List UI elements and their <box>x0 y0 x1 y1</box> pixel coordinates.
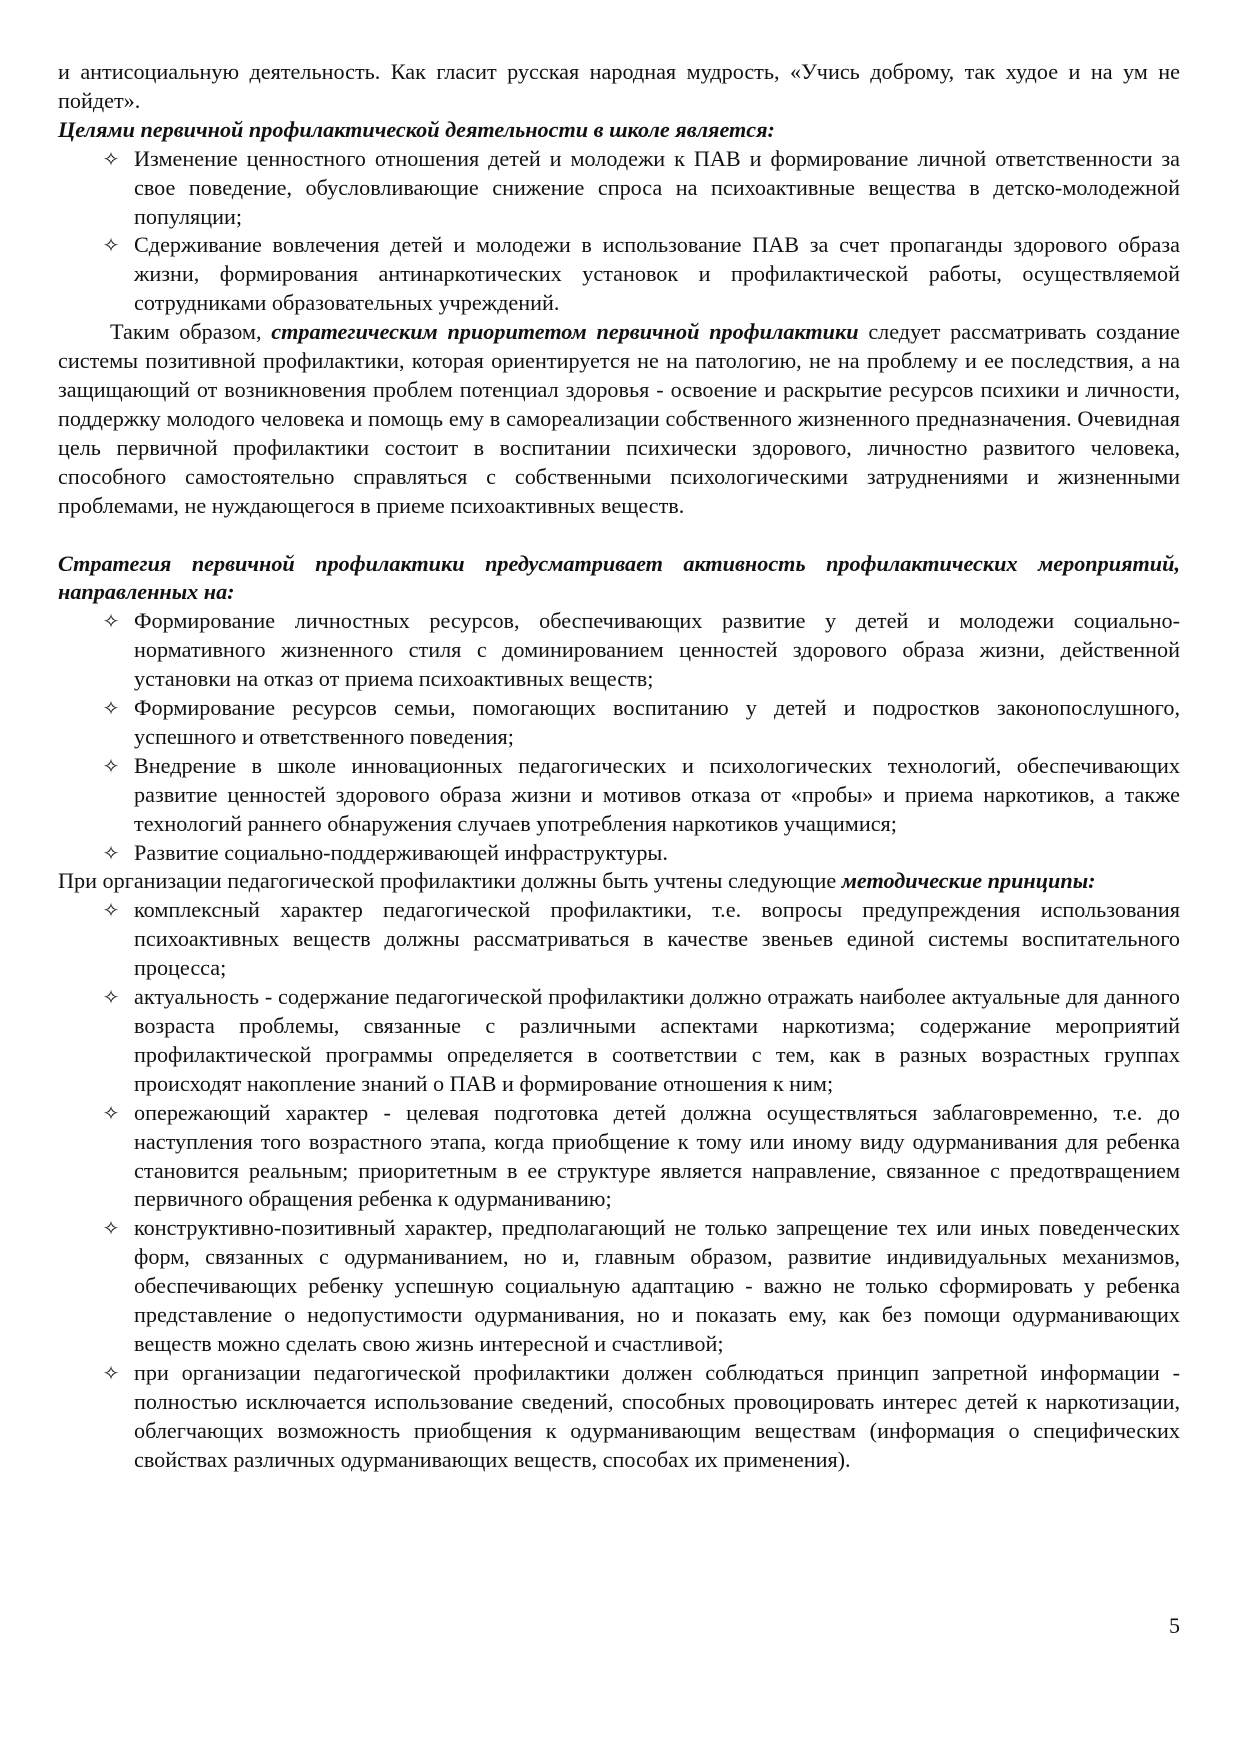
principles-list <box>58 896 1180 1474</box>
list-item: ✧ Формирование личностных ресурсов, обеспечивающих развитие у детей и молодежи социально-нормативного жизненного стиля с доминированием ценностей здорового образа жизни, действенной установки на отказ от приема психоактивных веществ; <box>58 607 1180 694</box>
four-point-star-outline-icon: ✧ <box>102 1216 120 1241</box>
list-item: ✧ Формирование ресурсов семьи, помогающих воспитанию у детей и подростков законопослушного, успешного и ответственного поведения; <box>58 694 1180 752</box>
priority-paragraph: Таким образом, стратегическим приоритетом первичной профилактики следует рассматривать создание системы позитивной профилактики, которая ориентируется не на патологию, не на проблему и ее последствия, а на защищающий от возникновения проблем потенциал здоровья - освоение и раскрытие ресурсов психики и личности, поддержку молодого человека и помощь ему в самореализации собственного жизненного предназначения. Очевидная цель первичной профилактики состоит в воспитании психически здорового, личностно развитого человека, способного самостоятельно справляться с собственными психологическими затруднениями и жизненными проблемами, не нуждающегося в приеме психоактивных веществ. <box>58 319 1180 518</box>
four-point-star-outline-icon: ✧ <box>102 840 120 865</box>
spacer <box>58 521 1180 550</box>
list-item: ✧ Сдерживание вовлечения детей и молодежи в использование ПАВ за счет пропаганды здорового образа жизни, формирования антинаркотических установок и профилактической работы, осуществляемой сотрудниками образовательных учреждений. <box>58 231 1180 318</box>
page-number: 5 <box>1169 1613 1180 1638</box>
four-point-star-outline-icon: ✧ <box>102 696 120 721</box>
list-item: ✧ актуальность - содержание педагогической профилактики должно отражать наиболее актуальные для данного возраста проблемы, связанные с различными аспектами наркотизма; содержание мероприятий профилактической программы определяется в соответствии с тем, как в разных возрастных группах происходят накопление знаний о ПАВ и формирование отношения к ним; <box>58 983 1180 1099</box>
goals-list <box>58 145 1180 318</box>
list-item: ✧ конструктивно-позитивный характер, предполагающий не только запрещение тех или иных поведенческих форм, связанных с одурманиванием, но и, главным образом, развитие индивидуальных механизмов, обеспечивающих ребенку успешную социальную адаптацию - важно не только сформировать у ребенка представление о недопустимости одурманивания, но и показать ему, как без помощи одурманивающих веществ можно сделать свою жизнь интересной и счастливой; <box>58 1214 1180 1359</box>
list-item: ✧ Внедрение в школе инновационных педагогических и психологических технологий, обеспечивающих развитие ценностей здорового образа жизни и мотивов отказа от «пробы» и приема наркотиков, а также технологий раннего обнаружения случаев употребления наркотиков учащимися; <box>58 752 1180 839</box>
four-point-star-outline-icon: ✧ <box>102 985 120 1010</box>
intro-paragraph: и антисоциальную деятельность. Как гласит русская народная мудрость, «Учись доброму, так худое и на ум не пойдет». <box>58 59 1180 113</box>
four-point-star-outline-icon: ✧ <box>102 898 120 923</box>
document-page <box>58 58 1180 1475</box>
strategy-heading: Стратегия первичной профилактики предусматривает активность профилактических мероприятий, направленных на: <box>58 550 1180 605</box>
goals-heading: Целями первичной профилактической деятельности в школе является: <box>58 116 775 142</box>
list-item: ✧ опережающий характер - целевая подготовка детей должна осуществляться заблаговременно, т.е. до наступления того возрастного этапа, когда приобщение к тому или иному виду одурманивания для ребенка становится реальным; приоритетным в ее структуре является направление, связанное с предотвращением первичного обращения ребенка к одурманиванию; <box>58 1099 1180 1215</box>
four-point-star-outline-icon: ✧ <box>102 146 120 171</box>
principles-intro: При организации педагогической профилактики должны быть учтены следующие методические принципы: <box>58 868 1096 894</box>
strategy-list <box>58 607 1180 867</box>
four-point-star-outline-icon: ✧ <box>102 753 120 778</box>
four-point-star-outline-icon: ✧ <box>102 233 120 258</box>
four-point-star-outline-icon: ✧ <box>102 609 120 634</box>
four-point-star-outline-icon: ✧ <box>102 1100 120 1125</box>
list-item: ✧ Изменение ценностного отношения детей и молодежи к ПАВ и формирование личной ответственности за свое поведение, обусловливающие снижение спроса на психоактивные вещества в детско-молодежной популяции; <box>58 145 1180 232</box>
list-item: ✧ комплексный характер педагогической профилактики, т.е. вопросы предупреждения использования психоактивных веществ должны рассматриваться в качестве звеньев единой системы воспитательного процесса; <box>58 896 1180 983</box>
four-point-star-outline-icon: ✧ <box>102 1360 120 1385</box>
list-item: ✧ Развитие социально-поддерживающей инфраструктуры. <box>58 839 1180 868</box>
list-item: ✧ при организации педагогической профилактики должен соблюдаться принцип запретной информации - полностью исключается использование сведений, способных провоцировать интерес детей к наркотизации, облегчающих возможность приобщения к одурманивающим веществам (информация о специфических свойствах различных одурманивающих веществ, способах их применения). <box>58 1359 1180 1475</box>
